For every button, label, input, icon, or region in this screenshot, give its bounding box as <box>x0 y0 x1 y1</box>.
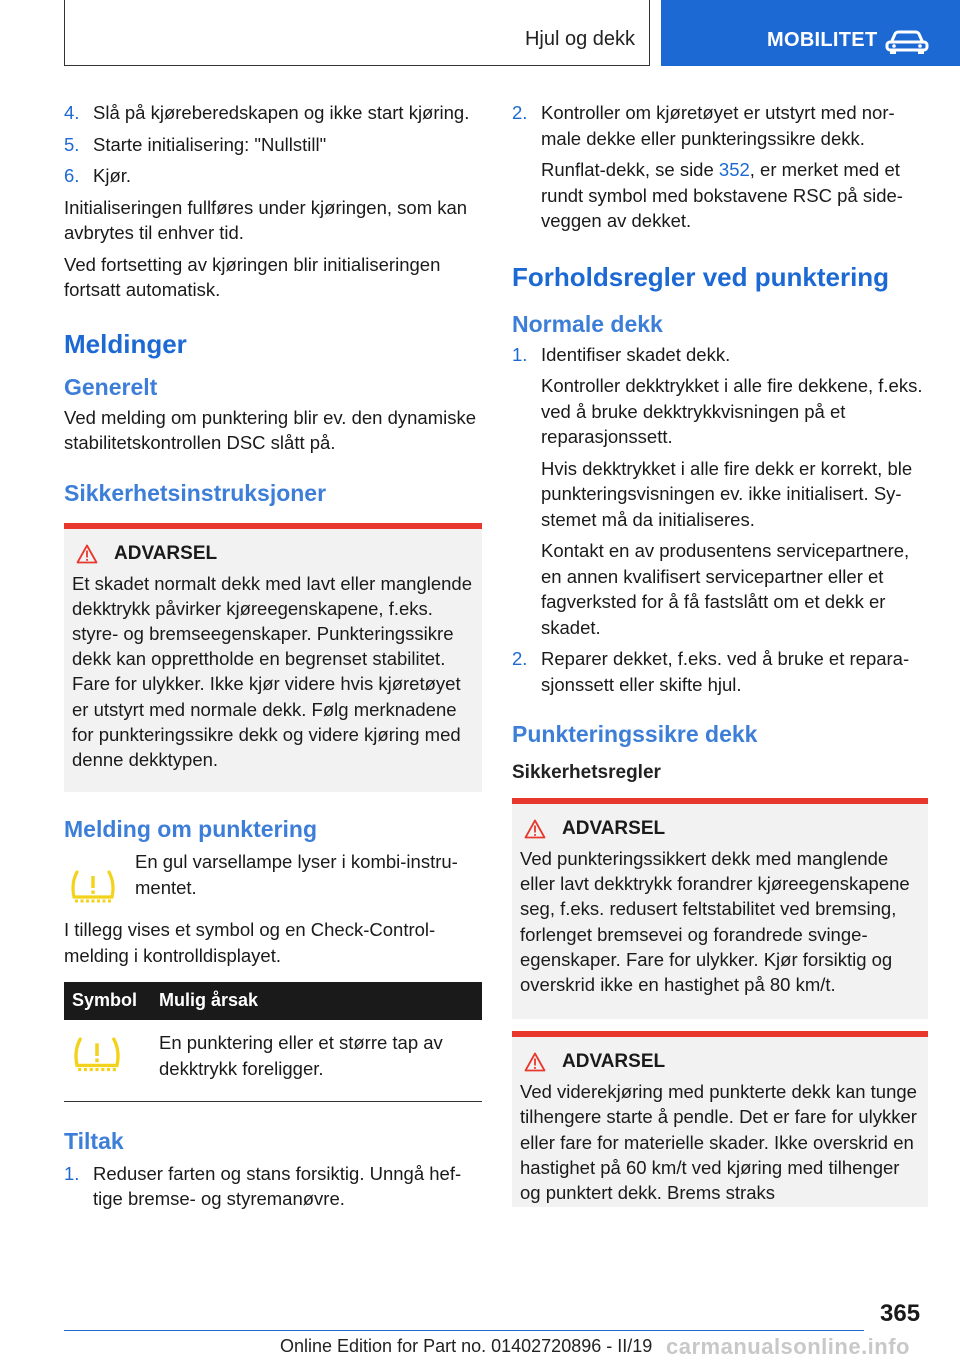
table-row <box>64 1020 482 1101</box>
paragraph: Ved melding om punktering blir ev. den dynamiske stabilitetskontrollen DSC slått på. <box>64 406 477 453</box>
heading-melding-om-punktering: Melding om punktering <box>64 816 317 843</box>
warning-triangle-icon <box>524 819 546 839</box>
step-sub-paragraph: Kontakt en av produsentens servicepartnere, en annen kvalifisert servicepartner eller et fagverksted for å få fastslått om et dekk er skadet. <box>541 540 910 638</box>
step-sub-paragraph: Hvis dekktrykket i alle fire dekk er korrekt, ble punkteringsvisningen ev. ikke initialisert. Systemet må da initialiseres. <box>541 457 913 530</box>
heading-punkteringssikre-dekk: Punkteringssikre dekk <box>512 721 758 747</box>
heading-sikkerhetsinstruksjoner: Sikkerhetsinstruksjoner <box>64 479 327 506</box>
footer-divider <box>64 1330 864 1331</box>
paragraph: En gul varsellampe lyser i kombi-instrumentet. <box>135 851 458 898</box>
heading-forholdsregler: Forholdsregler ved punktering <box>512 261 890 292</box>
right-column <box>512 100 928 1207</box>
warning-header <box>72 543 474 565</box>
step-item: 1. Reduser farten og stans forsiktig. Unngå heftige bremse- og styremanøvre. <box>64 1162 462 1210</box>
table-header-symbol: Symbol <box>64 982 151 1020</box>
warning-label: ADVARSEL <box>562 818 666 839</box>
page-reference-link[interactable]: 352 <box>718 159 750 180</box>
paragraph: I tillegg vises et symbol og en Check-Control-melding i kontrolldisplayet. <box>64 919 436 966</box>
warning-text: Ved punkteringssikkert dekk med manglende eller lavt dekktrykk forandrer kjøreegenskapene seg, f.eks. redusert feltstabilitet ved bremsing, forlenget bremsevei og forandrede svingeegenskaper. Fare for ulykker. Kjør forsiktig og overskrid ikke en hastighet på 80 km/t. <box>520 848 910 996</box>
step-item: 2. Kontroller om kjøretøyet er utstyrt med normale dekke eller punkteringssikre dekk. Runflat-dekk, se side 352, er merket med et rundt symbol med bokstavene RSC på sideveggen av dekket. <box>512 100 928 234</box>
heading-tiltak: Tiltak <box>64 1127 124 1154</box>
footer-edition: Online Edition for Part no. 01402720896 - II/19 <box>280 1336 653 1356</box>
step-item: 1. Identifiser skadet dekk. Kontroller dekktrykket i alle fire dekkene, f.eks. ved å bruke dekktrykkvisningen på et reparasjonssett. Hvis dekktrykket i alle fire dekk er korrekt, ble punkteringsvisningen ev. ikke initialisert. Systemet må da initialiseres. Kontakt en av produsentens servicepartnere, en annen kvalifisert servicepartner eller et fagverksted for å få fastslått om et dekk er skadet. <box>512 342 928 641</box>
warning-box <box>64 523 482 793</box>
step-sub-paragraph: Runflat-dekk, se side 352, er merket med et rundt symbol med bokstavene RSC på sideveggen av dekket. <box>541 159 903 231</box>
header-section-box <box>64 0 650 66</box>
warning-text: Et skadet normalt dekk med lavt eller manglende dekktrykk påvirker kjøreegenskapene, f.eks. styre- og bremseegenskaper. Punkteringssikre dekk kan opprettholde en begrenset stabilitet. Fare for ulykker. Ikke kjør videre hvis kjøretøyet er utstyrt med normale dekk. Følg merknadene for punkteringssikre dekk og videre kjøring med denne dekktypen. <box>72 572 473 770</box>
table-header-cause: Mulig årsak <box>151 982 482 1020</box>
heading-meldinger: Meldinger <box>64 328 187 359</box>
warning-label: ADVARSEL <box>114 542 218 564</box>
page-number: 365 <box>880 1300 921 1327</box>
step-item: 6. Kjør. <box>64 165 132 186</box>
lamp-paragraph <box>64 849 482 909</box>
tire-pressure-warning-icon <box>70 1036 124 1078</box>
car-icon <box>885 29 929 55</box>
left-column <box>64 100 482 1218</box>
chapter-title: MOBILITET <box>767 29 878 51</box>
table-header-row <box>64 982 482 1020</box>
heading-generelt: Generelt <box>64 373 158 400</box>
warning-label: ADVARSEL <box>562 1051 666 1073</box>
section-title: Hjul og dekk <box>524 28 635 50</box>
paragraph: Ved fortsetting av kjøringen blir initialiseringen fortsatt automatisk. <box>64 253 441 300</box>
watermark: carmanualsonline.info <box>666 1334 910 1359</box>
step-item: 4. Slå på kjøreberedskapen og ikke start kjøring. <box>64 102 470 123</box>
warning-box <box>512 1031 928 1207</box>
warning-header <box>520 1051 920 1073</box>
warning-triangle-icon <box>524 1052 546 1072</box>
step-item: 5. Starte initialisering: "Nullstill" <box>64 133 327 155</box>
header-chapter-box <box>661 0 960 66</box>
heading-normale-dekk: Normale dekk <box>512 310 663 337</box>
warning-header <box>520 818 920 840</box>
symbol-table <box>64 982 482 1102</box>
step-sub-paragraph: Kontroller dekktrykket i alle fire dekkene, f.eks. ved å bruke dekktrykkvisningen på et reparasjonssett. <box>541 375 923 447</box>
table-cell-symbol <box>64 1020 151 1101</box>
table-cell-cause: En punktering eller et større tap av dekktrykk foreligger. <box>151 1020 482 1101</box>
warning-box <box>512 798 928 1019</box>
heading-sikkerhetsregler: Sikkerhetsregler <box>512 762 661 783</box>
tire-pressure-warning-icon <box>68 869 118 909</box>
paragraph: Initialiseringen fullføres under kjøringen, som kan avbrytes til enhver tid. <box>64 196 468 243</box>
step-item: 2. Reparer dekket, f.eks. ved å bruke et reparasjonssett eller skifte hjul. <box>512 648 910 695</box>
warning-text: Ved viderekjøring med punkterte dekk kan tunge tilhengere starte å pendle. Det er fare for ulykker eller fare for materielle skader. Ikke overskrid en hastighet på 60 km/t ved kjøring med tilhenger og punktert dekk. Brems straks <box>520 1081 917 1204</box>
warning-triangle-icon <box>76 544 98 564</box>
